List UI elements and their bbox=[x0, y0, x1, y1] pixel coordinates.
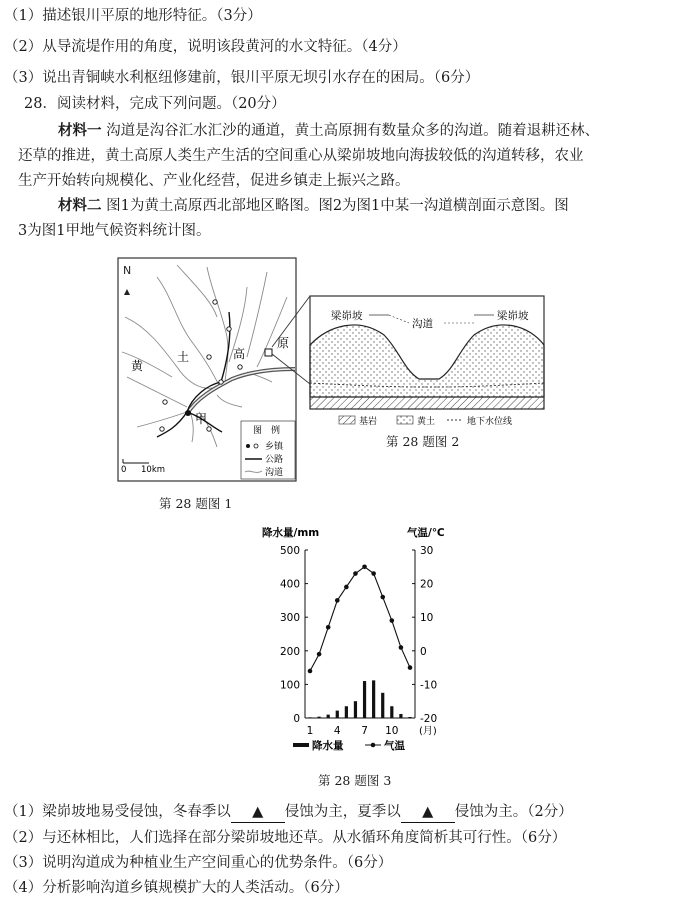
right-tick-label: -10 bbox=[420, 679, 438, 692]
question-1-top: （1）描述银川平原的地形特征。（3分） bbox=[4, 8, 262, 24]
legend-road: 公路 bbox=[265, 455, 284, 465]
right-tick-label: 0 bbox=[420, 645, 427, 658]
scale-zero: 0 bbox=[121, 465, 127, 475]
x-axis-unit: (月) bbox=[419, 726, 437, 737]
town-jia-marker bbox=[185, 410, 191, 416]
left-tick-label: 500 bbox=[279, 545, 300, 557]
temperature-point bbox=[371, 571, 376, 576]
temperature-point bbox=[362, 565, 367, 570]
precipitation-bar bbox=[363, 681, 366, 718]
material-1-line-1: 材料一 沟道是沟谷汇水汇沙的通道，黄土高原拥有数量众多的沟道。随着退耕还林、 bbox=[58, 122, 600, 139]
temperature-point bbox=[308, 669, 313, 674]
temperature-point bbox=[390, 618, 395, 623]
bedrock-layer bbox=[310, 397, 544, 409]
x-tick-label: 10 bbox=[385, 725, 399, 737]
temperature-point bbox=[399, 645, 404, 650]
precipitation-bar bbox=[372, 680, 375, 718]
right-axis-title: 气温/℃ bbox=[407, 527, 445, 539]
precipitation-bar bbox=[390, 706, 393, 718]
precipitation-bar bbox=[354, 701, 357, 718]
left-tick-label: 0 bbox=[293, 713, 300, 725]
x-tick-label: 7 bbox=[361, 725, 368, 737]
map-label-4: 原 bbox=[277, 336, 290, 350]
figure-1-caption: 第 28 题图 1 bbox=[159, 496, 233, 511]
profile-center-label: 沟道 bbox=[412, 318, 433, 330]
left-axis-title: 降水量/mm bbox=[262, 527, 320, 539]
x-tick-label: 1 bbox=[306, 725, 314, 737]
precipitation-bar bbox=[317, 717, 320, 718]
precipitation-bar bbox=[408, 717, 411, 718]
q28-header: 28．阅读材料，完成下列问题。（20分） bbox=[24, 96, 286, 112]
legend-precip-label: 降水量 bbox=[312, 740, 344, 752]
left-tick-label: 100 bbox=[279, 679, 300, 692]
profile-legend-bedrock: 基岩 bbox=[359, 417, 378, 427]
profile-legend-water: 地下水位线 bbox=[467, 417, 513, 427]
temperature-point bbox=[326, 625, 331, 630]
answer-blank-2[interactable]: ▲ bbox=[401, 802, 455, 823]
map-label-2: 土 bbox=[177, 350, 190, 364]
figure-2-caption: 第 28 题图 2 bbox=[386, 434, 460, 449]
legend-town: 乡镇 bbox=[265, 442, 284, 452]
map-label-3: 高 bbox=[233, 347, 246, 361]
temperature-point bbox=[344, 585, 349, 590]
left-tick-label: 300 bbox=[279, 612, 300, 625]
figure-3-caption: 第 28 题图 3 bbox=[318, 773, 392, 788]
temperature-point bbox=[317, 652, 322, 657]
material-2-line-2: 3为图1甲地气候资料统计图。 bbox=[18, 223, 211, 239]
sub-question-3: （3）说明沟道成为种植业生产空间重心的优势条件。（6分） bbox=[4, 855, 393, 871]
answer-blank-1[interactable]: ▲ bbox=[231, 802, 285, 823]
north-label: N bbox=[123, 264, 132, 277]
legend-precip-swatch bbox=[293, 743, 309, 747]
temperature-point bbox=[380, 595, 385, 600]
left-tick-label: 200 bbox=[279, 645, 300, 658]
question-3-top: （3）说出青铜峡水利枢纽修建前，银川平原无坝引水存在的困局。（6分） bbox=[4, 70, 480, 86]
profile-right-label: 梁峁坡 bbox=[497, 310, 529, 322]
right-tick-label: 30 bbox=[420, 545, 434, 557]
figure-3-climate-chart bbox=[245, 522, 470, 760]
right-tick-label: -20 bbox=[420, 713, 438, 725]
material-1-label: 材料一 bbox=[58, 122, 102, 139]
right-tick-label: 20 bbox=[420, 578, 434, 591]
right-tick-label: 10 bbox=[420, 612, 434, 625]
material-2-label: 材料二 bbox=[58, 197, 102, 214]
precipitation-bar bbox=[345, 706, 348, 718]
precipitation-bar bbox=[381, 693, 384, 718]
legend-temp-label: 气温 bbox=[384, 740, 405, 752]
scale-length: 10km bbox=[141, 465, 166, 475]
material-2-line-1: 材料二 图1为黄土高原西北部地区略图。图2为图1中某一沟道横剖面示意图。图 bbox=[58, 197, 569, 214]
sub-question-2: （2）与还林相比，人们选择在部分梁峁坡地还草。从水循环角度简析其可行性。（6分） bbox=[4, 830, 567, 846]
temperature-point bbox=[353, 571, 358, 576]
map-label-1: 黄 bbox=[131, 359, 144, 373]
material-1-line-2: 还草的推进，黄土高原人类生产生活的空间重心从梁峁坡地向海拔较低的沟道转移，农业 bbox=[18, 148, 584, 164]
figure-2-profile bbox=[309, 295, 545, 430]
left-tick-label: 400 bbox=[279, 578, 300, 591]
precipitation-bar bbox=[336, 711, 339, 718]
question-2-top: （2）从导流堤作用的角度，说明该段黄河的水文特征。（4分） bbox=[4, 39, 407, 55]
map-legend-title: 图 例 bbox=[253, 426, 281, 436]
legend-temp-marker bbox=[371, 743, 376, 748]
profile-left-label: 梁峁坡 bbox=[331, 310, 363, 322]
temperature-line bbox=[310, 567, 410, 671]
precipitation-bar bbox=[308, 717, 311, 718]
profile-legend-loess: 黄土 bbox=[417, 417, 436, 427]
temperature-point bbox=[335, 598, 340, 603]
legend-gully: 沟道 bbox=[265, 468, 284, 478]
x-tick-label: 4 bbox=[333, 725, 341, 737]
temperature-point bbox=[408, 665, 413, 670]
material-1-line-3: 生产开始转向规模化、产业化经营，促进乡镇走上振兴之路。 bbox=[18, 173, 410, 189]
town-jia-label: 甲 bbox=[195, 412, 208, 426]
precipitation-bar bbox=[399, 714, 402, 718]
sub-question-1: （1）梁峁坡地易受侵蚀，冬春季以 ▲ 侵蚀为主，夏季以 ▲ 侵蚀为主。（2分） bbox=[4, 802, 573, 823]
precipitation-bar bbox=[327, 715, 330, 718]
sub-question-4: （4）分析影响沟道乡镇规模扩大的人类活动。（6分） bbox=[4, 880, 349, 896]
